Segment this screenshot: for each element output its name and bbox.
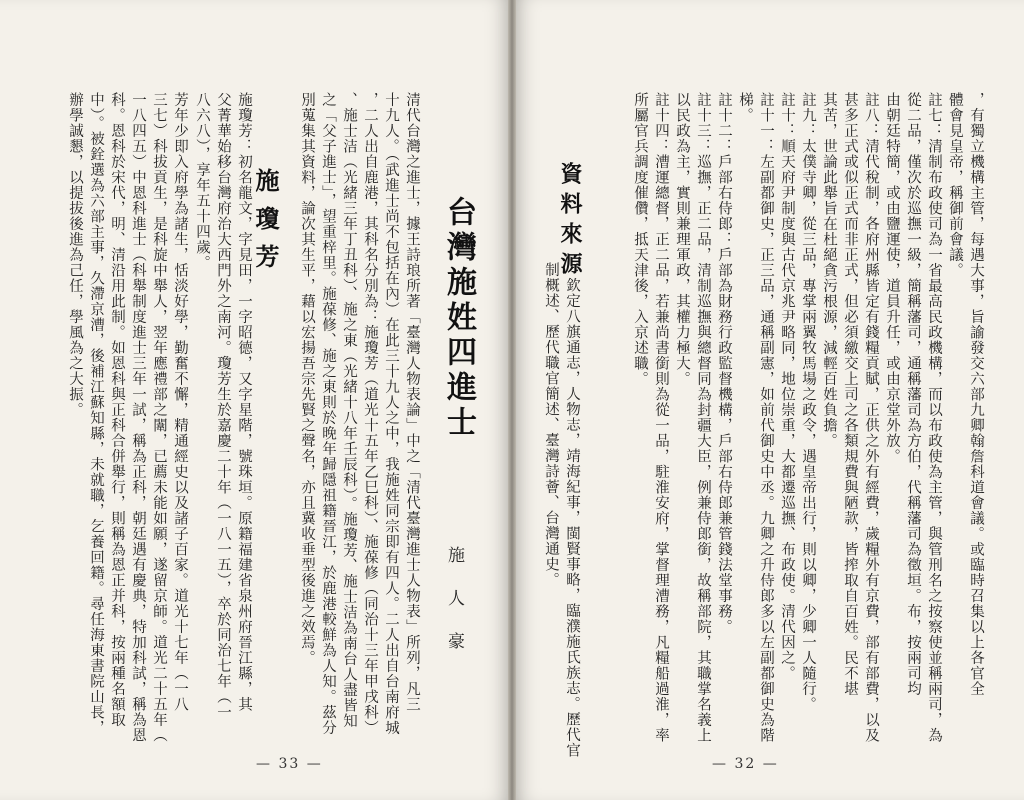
note-line: 體會見皇帝，稱御前會議。 bbox=[947, 92, 963, 278]
note-line: 註八：清代稅制，各府州縣皆定有錢糧貢賦，正供之外有經費，歲糧外有京費，部有部費，以及 bbox=[863, 92, 879, 743]
intro-line: 清代台灣之進士，據王詩琅所著「臺灣人物表論」中之「清代臺灣進士人物表」所列，凡三 bbox=[404, 92, 420, 712]
note-line: 由朝廷特簡，或由鹽運使，道員升任，或由京堂外放。 bbox=[884, 92, 900, 464]
bio-line: 芳年少即入府學為諸生，恬淡好學，勤奮不懈，精通經史以及諸子百家。道光十七年（一八 bbox=[172, 92, 188, 712]
sources-line: ：欽定八旗通志，人物志，靖海紀事，閩賢事略，臨濮施氏族志。歷代官 bbox=[564, 262, 580, 758]
bio-line: 辦學誠懇，以提拔後進為己任，學風為之大振。 bbox=[67, 92, 83, 418]
note-line: 甚多正式或似正式而非正式，但必須繳交上司之各類規費與陋款，皆搾取自百姓。民不堪 bbox=[842, 92, 858, 697]
bio-line: 施瓊芳：初名龍文，字見田，一字昭德，又字星階，號珠垣。原籍福建省泉州府晉江縣，其 bbox=[236, 92, 252, 712]
article-author: 施人豪 bbox=[444, 546, 464, 675]
notes-text bbox=[596, 92, 996, 743]
note-line: 註十：順天府尹制度與古代京兆尹略同，地位崇重，大都遷巡撫、布政使。清代因之。 bbox=[779, 92, 795, 681]
note-line: ，有獨立機構主管，每遇大事，旨諭發交六部九卿翰詹科道會議。或臨時召集以上各官全 bbox=[968, 92, 984, 697]
intro-line: 別蒐集其資料，論次其生平，藉以宏揚吾宗先賢之聲名，亦且冀收垂型後進之效焉。 bbox=[299, 92, 315, 666]
bio-line: 中）。被銓選為六部主事，久滯京漕，後補江蘇知縣，未就職，乞養回籍。尋任海東書院山長， bbox=[88, 92, 104, 736]
intro-line: ，二人出自鹿港，其科名分別為：施瓊芳（道光十五年乙巳科）、施葆修（同治十三年甲戌科） bbox=[362, 92, 378, 736]
intro-text bbox=[288, 92, 428, 736]
note-line: 註十四：漕運總督，正二品，若兼尚書銜則為從一品，駐淮安府，掌督理漕務，凡糧船過淮，率 bbox=[653, 92, 669, 743]
note-line: 註九：太僕寺卿，從三品，專掌兩翼牧馬場之政令，遇皇帝出行，則以卿，少卿一人隨行。 bbox=[800, 92, 816, 712]
page-32 bbox=[512, 0, 1024, 800]
book-gutter bbox=[508, 0, 516, 800]
sources-text bbox=[532, 262, 592, 800]
intro-line: 十九人。（武進士尚不包括在內）在此三十九人之中，我施姓同宗即有四人。二人出自台南府城 bbox=[383, 92, 399, 736]
bio-line: 三七）科拔貢生，是科旋中舉人，翌年應禮部之闈，已薦未能如願，遂留京師。道光二十五年（ bbox=[151, 92, 167, 743]
note-line: 所屬官兵調度催儹，抵天津後，入京述職。 bbox=[632, 92, 648, 387]
page-number: — 32 — bbox=[712, 756, 779, 772]
bio-text bbox=[52, 92, 252, 743]
intro-line: 之「父子進士」，望重梓里。施葆修、施之東則於晚年歸隱祖籍晉江，於鹿港較鮮為人知。茲分 bbox=[320, 92, 336, 736]
note-line: 註十三：巡撫，正二品，清制巡撫與總督同為封疆大臣，例兼侍郎銜，故稱部院，其職掌名義上 bbox=[695, 92, 711, 743]
note-line: 從二品，僅次於巡撫一級，簡稱藩司，通稱藩司為方伯，代稱藩司為徵垣。布，按兩司均 bbox=[905, 92, 921, 697]
bio-line: 父菁華始移台灣府治大西門外之南河。瓊芳生於嘉慶二十年（一八一五），卒於同治七年（一 bbox=[215, 92, 231, 721]
page-number: — 33 — bbox=[256, 756, 323, 772]
bio-line: 一八四五）中恩科進士（科舉制度進士三年一試，稱為正科，朝廷遇有慶典，特加科試，稱為恩 bbox=[130, 92, 146, 743]
note-line: 梯。 bbox=[737, 92, 753, 123]
note-line: 註七：清制布政使司為一省最高民政機構，而以布政使為主管，與管刑名之按察使並稱兩司，為 bbox=[926, 92, 942, 743]
bio-line: 八六八），享年五十四歲。 bbox=[194, 92, 210, 271]
note-line: 以民政為主，實則兼理軍政，其權力極大。 bbox=[674, 92, 690, 387]
note-line: 註十一：左副都御史，正三品，通稱副憲，如前代御史中丞。九卿之升侍郎多以左副都御史為階 bbox=[758, 92, 774, 743]
bio-line: 科。恩科於宋代，明、清沿用此制。如恩科與正科合併舉行，則稱為恩正并科，按兩種名額取 bbox=[109, 92, 125, 728]
article-title: 台灣施姓四進士 bbox=[441, 196, 476, 441]
intro-line: 、施士洁（光緒三年丁丑科）、施之東（光緒十八年壬辰科）。施瓊芳、施士洁為南台人盡皆知 bbox=[341, 92, 357, 729]
section-subtitle: 施瓊芳 bbox=[251, 168, 279, 282]
note-line: 其苦，世論此舉旨在杜絕貪污根源，減輕百姓負擔。 bbox=[821, 92, 837, 449]
sources-title: 資料來源 bbox=[557, 162, 582, 282]
note-line: 註十二：戶部右侍郎：戶部為財務行政監督機構，戶部右侍郎兼管錢法堂事務。 bbox=[716, 92, 732, 635]
sources-line: 制概述、歷代職官簡述、臺灣詩薈、台灣通史。 bbox=[543, 262, 559, 588]
